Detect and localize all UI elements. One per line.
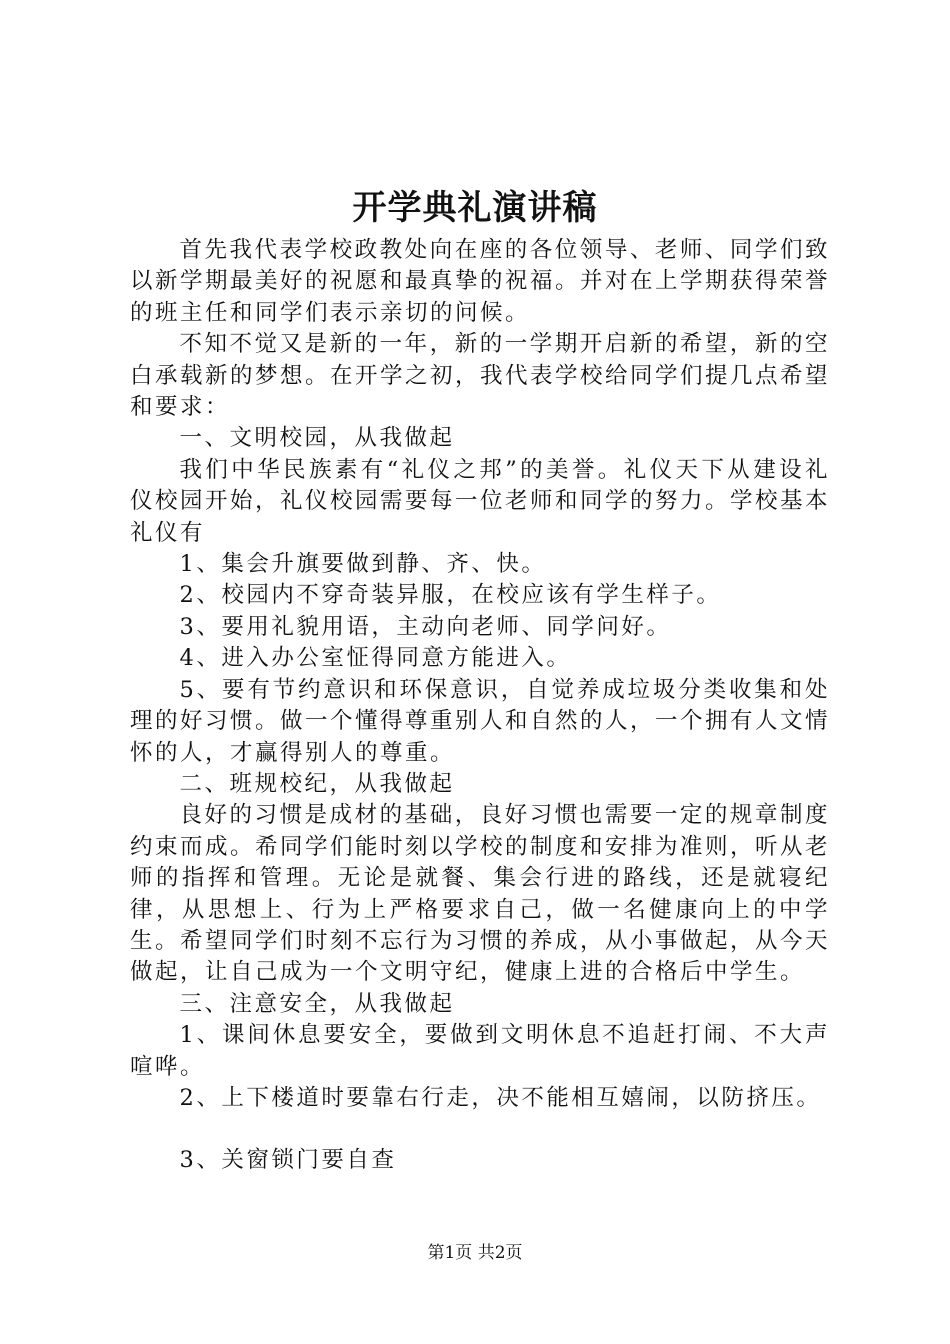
paragraph-discipline: 良好的习惯是成材的基础，良好习惯也需要一定的规章制度约束而成。希同学们能时刻以学校的制度和安排为准则，听从老师的指挥和管理。无论是就餐、集会行进的路线，还是就寝纪律，从思想上、行为上严格要求自己，做一名健康向上的中学生。希望同学们时刻不忘行为习惯的养成，从小事做起，从今天做起，让自己成为一个文明守纪，健康上进的合格后中学生。: [130, 802, 831, 986]
document-body: [130, 235, 830, 1177]
blank-line: [130, 1114, 830, 1145]
list-item: 2、校园内不穿奇装异服，在校应该有学生样子。: [179, 582, 722, 609]
paragraph-intro: 首先我代表学校政教处向在座的各位领导、老师、同学们致以新学期最美好的祝愿和最真挚的祝福。并对在上学期获得荣誉的班主任和同学们表示亲切的问候。: [130, 237, 831, 326]
paragraph-hopes: 不知不觉又是新的一年，新的一学期开启新的希望，新的空白承载新的梦想。在开学之初，我代表学校给同学们提几点希望和要求：: [130, 331, 831, 421]
paragraph-etiquette: 我们中华民族素有“礼仪之邦”的美誉。礼仪天下从建设礼仪校园开始，礼仪校园需要每一位老师和同学的努力。学校基本礼仪有: [130, 456, 831, 546]
section-heading-2: 二、班规校纪，从我做起: [179, 770, 455, 797]
page-footer: 第1页 共2页: [427, 1243, 523, 1263]
list-item: 5、要有节约意识和环保意识，自觉养成垃圾分类收集和处理的好习惯。做一个懂得尊重别人和自然的人，一个拥有人文情怀的人，才赢得别人的尊重。: [130, 676, 831, 766]
document-title: 开学典礼演讲稿: [352, 188, 598, 228]
list-item: 2、上下楼道时要靠右行走，决不能相互嬉闹，以防挤压。: [179, 1084, 822, 1111]
list-item: 1、课间休息要安全，要做到文明休息不追赶打闹、不大声喧哗。: [130, 1022, 830, 1080]
list-item: 3、要用礼貌用语，主动向老师、同学问好。: [179, 613, 672, 640]
section-heading-3: 三、注意安全，从我做起: [179, 990, 455, 1017]
list-item: 1、集会升旗要做到静、齐、快。: [179, 551, 547, 578]
list-item: 4、进入办公室怔得同意方能进入。: [179, 645, 572, 672]
section-heading-1: 一、文明校园，从我做起: [179, 425, 455, 452]
list-item: 3、关窗锁门要自查: [179, 1147, 397, 1174]
